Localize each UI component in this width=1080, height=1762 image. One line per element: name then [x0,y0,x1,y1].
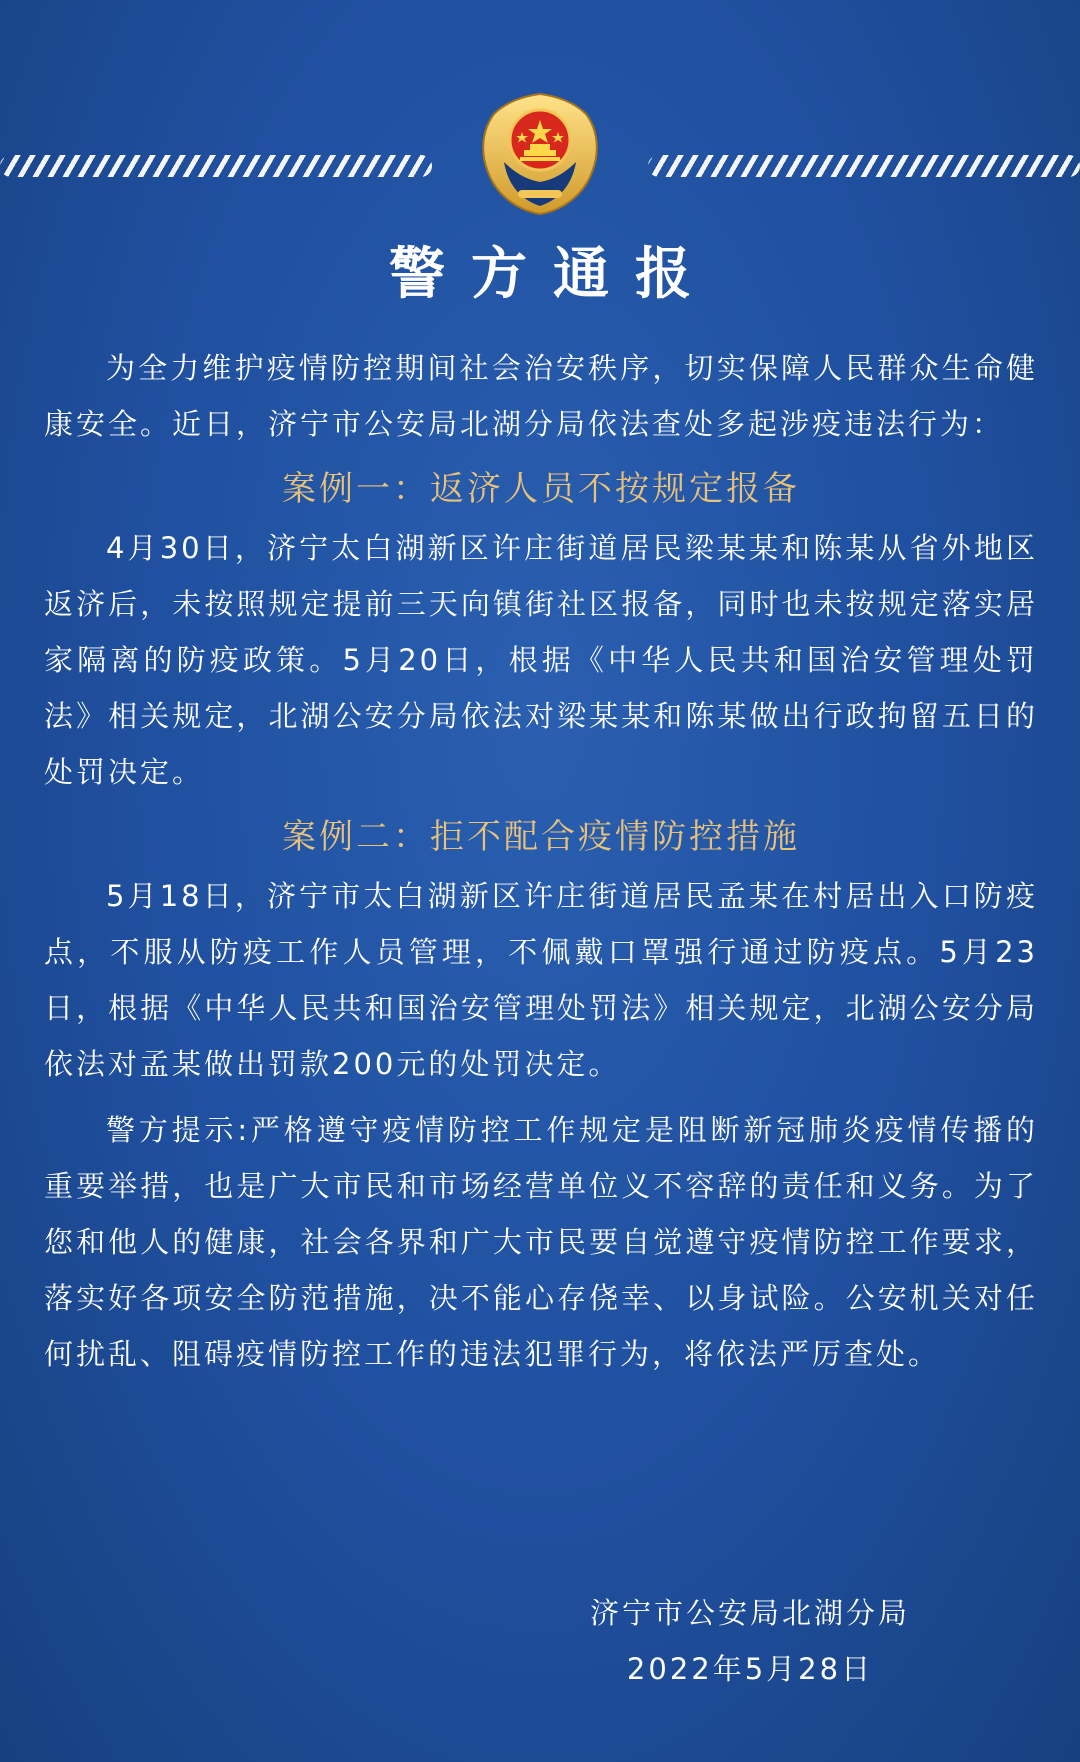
signature-org: 济宁市公安局北湖分局 [589,1596,910,1630]
decorative-chain-right [648,155,1080,177]
intro-paragraph: 为全力维护疫情防控期间社会治安秩序，切实保障人民群众生命健康安全。近日，济宁市公安局北湖分局依法查处多起涉疫违法行为： [44,351,1038,441]
decorative-chain-left [0,155,432,177]
page-title: 警方通报 [389,242,717,307]
police-emblem-icon [478,90,602,218]
case-two-body: 5月18日，济宁市太白湖新区许庄街道居民孟某在村居出入口防疫点，不服从防疫工作人员管理，不佩戴口罩强行通过防疫点。5月23日，根据《中华人民共和国治安管理处罚法》相关规定，北湖公安分局依法对孟某做出罚款200元的处罚决定。 [44,879,1038,1081]
signature-block [560,1585,940,1697]
signature-date: 2022年5月28日 [626,1652,874,1686]
case-one-title: 案例一：返济人员不按规定报备 [282,469,800,509]
case-one-body: 4月30日，济宁太白湖新区许庄街道居民梁某某和陈某从省外地区返济后，未按照规定提前三天向镇街社区报备，同时也未按规定落实居家隔离的防疫政策。5月20日，根据《中华人民共和国治安管理处罚法》相关规定，北湖公安分局依法对梁某某和陈某做出行政拘留五日的处罚决定。 [44,531,1038,789]
header [0,40,1080,210]
notice-content [44,340,1038,1382]
police-reminder-paragraph: 警方提示:严格遵守疫情防控工作规定是阻断新冠肺炎疫情传播的重要举措，也是广大市民和市场经营单位义不容辞的责任和义务。为了您和他人的健康，社会各界和广大市民要自觉遵守疫情防控工作要求，落实好各项安全防范措施，决不能心存侥幸、以身试险。公安机关对任何扰乱、阻碍疫情防控工作的违法犯罪行为，将依法严厉查处。 [44,1113,1038,1371]
case-two-title: 案例二：拒不配合疫情防控措施 [282,817,800,857]
